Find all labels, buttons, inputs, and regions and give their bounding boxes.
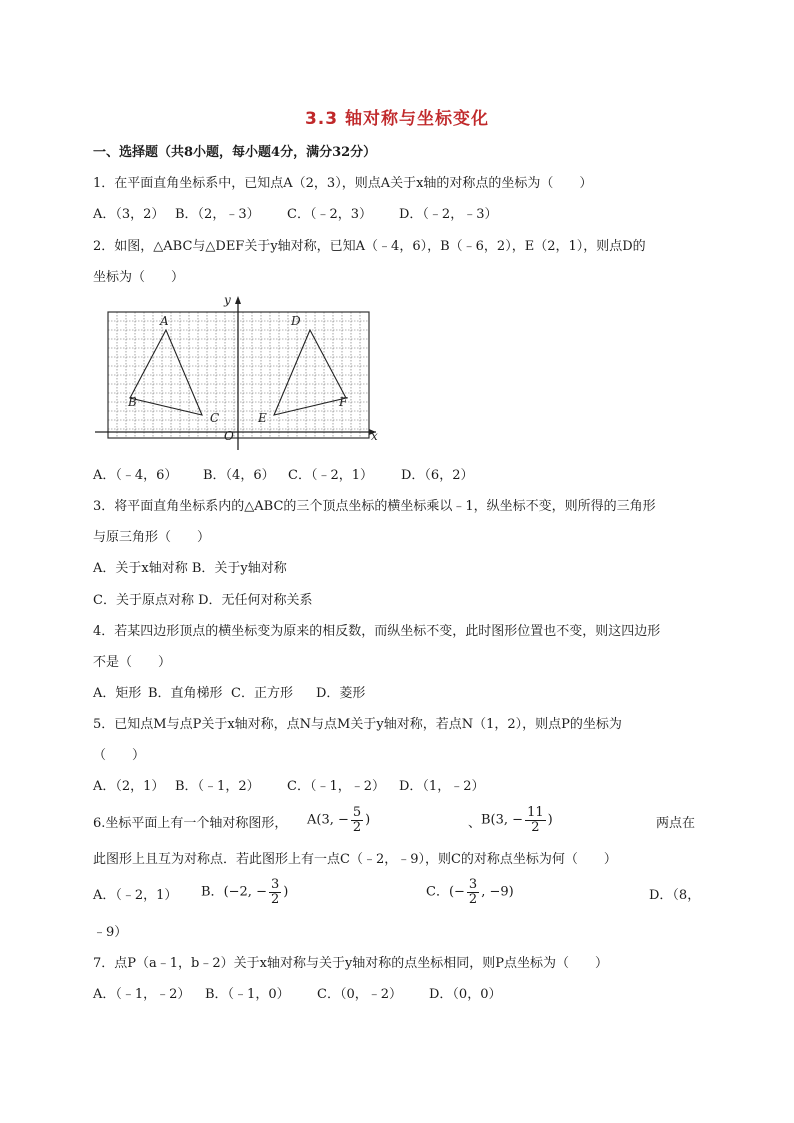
- q5-option-a: A．（2，1）: [93, 779, 165, 794]
- q5-option-d: D．（1，﹣2）: [399, 779, 485, 794]
- label-b: B: [128, 395, 137, 409]
- question-1-stem: 1．在平面直角坐标系中，已知点A（2，3），则点A关于x轴的对称点的坐标为（ ）: [93, 176, 593, 191]
- q6-point-b-fraction: [525, 806, 546, 835]
- q7-option-d: D．（0，0）: [429, 987, 502, 1002]
- question-4-options: [93, 686, 365, 702]
- question-6-options: [93, 876, 703, 912]
- question-7-stem: 7．点P（a﹣1，b﹣2）关于x轴对称与关于y轴对称的点坐标相同，则P点坐标为（ ）: [93, 956, 609, 971]
- question-3-options-line1: A．关于x轴对称 B．关于y轴对称: [93, 561, 287, 576]
- question-5-stem-line1: 5．已知点M与点P关于x轴对称，点N与点M关于y轴对称，若点N（1，2），则点P的坐标为: [93, 717, 622, 732]
- label-c: C: [210, 411, 220, 425]
- section-heading: 一、选择题（共8小题，每小题4分，满分32分）: [93, 145, 377, 160]
- q6-point-b-suffix: ): [547, 812, 553, 828]
- label-origin: O: [224, 429, 234, 443]
- question-2-stem-line2: 坐标为（ ）: [93, 270, 185, 285]
- question-5-stem-line2: （ ）: [93, 748, 146, 763]
- question-5-options: [93, 779, 484, 795]
- q6-option-b-fraction: [269, 878, 281, 907]
- q7-option-b: B．（﹣1，0）: [205, 987, 290, 1002]
- q6-intro-end: 两点在: [656, 816, 696, 831]
- question-3-stem-line1: 3．将平面直角坐标系内的△ABC的三个顶点坐标的横坐标乘以﹣1，纵坐标不变，则所得的三角形: [93, 499, 656, 514]
- question-4-stem-line2: 不是（ ）: [93, 655, 172, 670]
- q2-option-a: A．（﹣4，6）: [93, 468, 178, 483]
- label-x-axis: x: [371, 429, 378, 443]
- q6-option-c-label: C．: [426, 884, 449, 900]
- q7-option-c: C．（0，﹣2）: [317, 987, 402, 1002]
- q2-option-b: B．（4，6）: [203, 468, 275, 483]
- question-6-stem-line1: [93, 806, 703, 842]
- page-title: 3.3 轴对称与坐标变化: [304, 109, 490, 129]
- q6-intro: 6.坐标平面上有一个轴对称图形，: [93, 816, 288, 831]
- label-e: E: [258, 411, 267, 425]
- q6-b-numerator: 11: [527, 805, 544, 820]
- q1-option-d: D．（﹣2，﹣3）: [399, 207, 498, 222]
- question-2-options: [93, 468, 473, 484]
- q6-option-a: A．（﹣2，1）: [93, 888, 178, 903]
- question-3-stem-line2: 与原三角形（ ）: [93, 530, 211, 545]
- q6-separator: 、: [468, 816, 482, 831]
- y-axis-arrow: [235, 296, 241, 304]
- q6-point-a-fraction: [351, 806, 363, 835]
- q1-option-a: A．（3，2）: [93, 207, 165, 222]
- q6-optb-denominator: 2: [270, 892, 280, 907]
- q6-b-denominator: 2: [531, 820, 540, 835]
- label-a: A: [160, 314, 169, 328]
- label-d: D: [291, 314, 301, 328]
- q7-option-a: A．（﹣1，﹣2）: [93, 987, 191, 1002]
- q6-option-c-suffix: , −9): [481, 884, 514, 900]
- q6-point-a: [307, 806, 370, 835]
- q6-option-d-continued: ﹣9）: [93, 925, 128, 940]
- q1-option-c: C．（﹣2，3）: [287, 207, 372, 222]
- question-4-stem-line1: 4．若某四边形顶点的横坐标变为原来的相反数，而纵坐标不变，此时图形位置也不变，则这四边形: [93, 624, 661, 639]
- q6-option-b-prefix: (−2, −: [223, 884, 267, 900]
- question-1-options: [93, 207, 497, 223]
- q6-option-c: [426, 878, 514, 907]
- q6-a-numerator: 5: [352, 805, 362, 820]
- q6-option-b-suffix: ): [283, 884, 289, 900]
- q4-option-b: B．直角梯形: [148, 686, 223, 701]
- q2-option-c: C．（﹣2，1）: [288, 468, 373, 483]
- q1-option-b: B．（2，﹣3）: [175, 207, 260, 222]
- label-f: F: [339, 395, 348, 409]
- question-2-stem-line1: 2．如图，△ABC与△DEF关于y轴对称，已知A（﹣4，6），B（﹣6，2），E（2，1），则点D的: [93, 239, 646, 254]
- q6-option-c-fraction: [467, 878, 479, 907]
- coordinate-grid-figure: [93, 292, 393, 450]
- q5-option-c: C．（﹣1，﹣2）: [287, 779, 385, 794]
- q6-option-d: D．（8，: [649, 888, 701, 903]
- q4-option-a: A．矩形: [93, 686, 142, 701]
- q6-point-a-prefix: A(3, −: [307, 812, 349, 828]
- q6-option-b: [201, 878, 288, 907]
- question-7-options: [93, 987, 501, 1003]
- q6-optc-denominator: 2: [468, 892, 478, 907]
- question-3-options-line2: C．关于原点对称 D．无任何对称关系: [93, 593, 313, 608]
- q4-option-d: D．菱形: [316, 686, 366, 701]
- q2-option-d: D．（6，2）: [401, 468, 474, 483]
- q6-option-b-label: B．: [201, 884, 224, 900]
- q6-point-b: [481, 806, 553, 835]
- q6-a-denominator: 2: [352, 820, 362, 835]
- q6-optc-numerator: 3: [468, 877, 478, 892]
- question-6-stem-line2: 此图形上且互为对称点．若此图形上有一点C（﹣2，﹣9），则C的对称点坐标为何（ ）: [93, 852, 617, 867]
- q6-option-c-prefix: (−: [448, 884, 465, 900]
- q6-optb-numerator: 3: [270, 877, 280, 892]
- label-y-axis: y: [224, 293, 231, 307]
- q6-point-b-prefix: B(3, −: [481, 812, 524, 828]
- q6-point-a-suffix: ): [365, 812, 371, 828]
- q4-option-c: C．正方形: [231, 686, 293, 701]
- q5-option-b: B．（﹣1，2）: [175, 779, 260, 794]
